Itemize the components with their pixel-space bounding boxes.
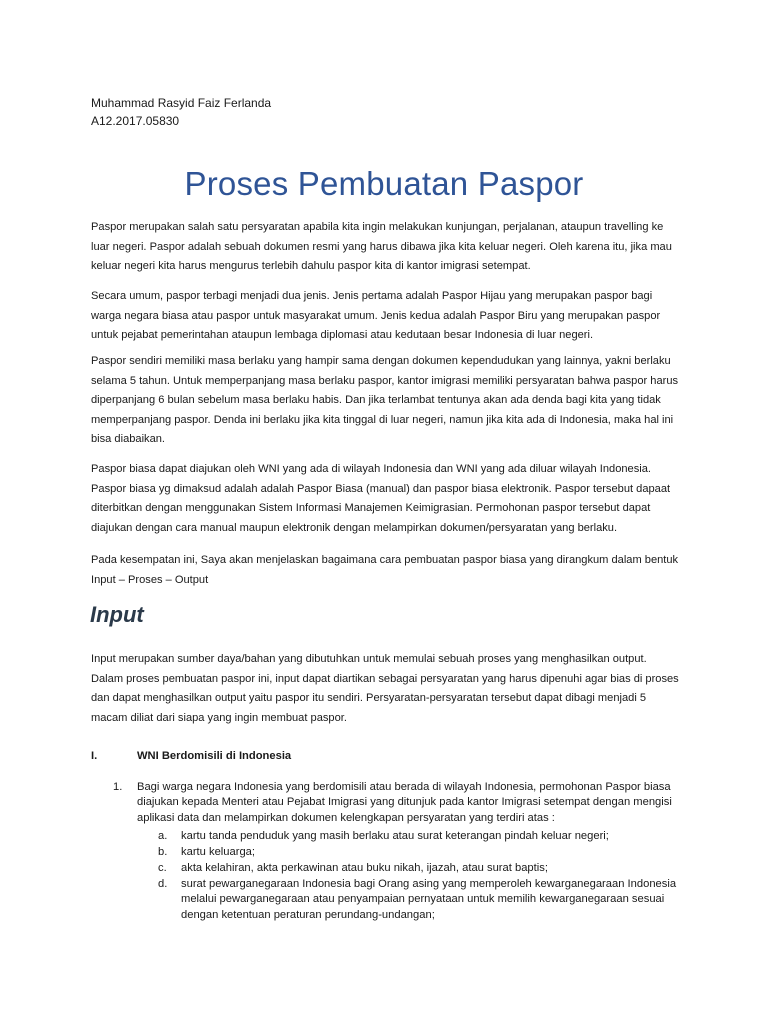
sub-item-letter: a. [158,830,168,842]
sub-item-letter: c. [158,862,167,874]
section-heading [91,750,291,762]
paragraph-validity: Paspor sendiri memiliki masa berlaku yang hampir sama dengan dokumen kependudukan yang lainnya, yakni berlaku selama 5 tahun. Untuk memperpanjang masa berlaku paspor, kantor imigrasi memiliki persyaratan bahwa paspor harus diperpanjang 6 bulan sebelum masa berlaku habis. Dan jika terlambat tentunya akan ada denda bagi kita yang tidak memperpanjang paspor. Denda ini berlaku jika kita tinggal di luar negeri, namun jika kita ada di Indonesia, maka hal ini bisa diabaikan. [91,355,679,445]
sub-item-text: kartu tanda penduduk yang masih berlaku atau surat keterangan pindah keluar negeri; [181,830,609,842]
document-title: Proses Pembuatan Paspor [184,165,584,202]
sub-item-text: kartu keluarga; [181,846,256,858]
paragraph-eligibility: Paspor biasa dapat diajukan oleh WNI yang ada di wilayah Indonesia dan WNI yang ada diluar wilayah Indonesia. Paspor biasa yg dimaksud adalah adalah Paspor Biasa (manual) dan paspor biasa elektronik. Paspor tersebut dapaat diterbitkan dengan menggunakan Sistem Informasi Manajemen Keimigrasian. Permohonan paspor tersebut dapat diajukan dengan cara manual maupun elektronik dengan melampirkan dokumen/persyaratan yang berlaku. [91,463,671,534]
paragraph-input: Input merupakan sumber daya/bahan yang dibutuhkan untuk memulai sebuah proses yang menghasilkan output. Dalam proses pembuatan paspor ini, input dapat diartikan sebagai persyaratan yang harus dipenuhi agar bias di proses dan dapat menghasilkan output yaitu paspor itu sendiri. Persyaratan-persyaratan tersebut dapat dibagi menjadi 5 macam diliat dari siapa yang ingin membuat paspor. [91,653,679,724]
input-heading: Input [90,602,144,627]
sub-item-text: akta kelahiran, akta perkawinan atau buku nikah, ijazah, atau surat baptis; [181,862,548,874]
list-item-text: Bagi warga negara Indonesia yang berdomisili atau berada di wilayah Indonesia, permohonan Paspor biasa diajukan kepada Menteri atau Pejabat Imigrasi yang ditunjuk pada kantor Imigrasi setempat dengan mengisi aplikasi data dan melampirkan dokumen kelengkapan persyaratan yang terdiri atas : [137,781,672,824]
sub-item-text: surat pewarganegaraan Indonesia bagi Orang asing yang memperoleh kewarganegaraan Indonesia melalui pewarganegaraan atau penyampaian pernyataan untuk memilih kewarganegaraan sesuai dengan ketentuan peraturan perundang-undangan; [181,878,677,921]
sub-item-letter: d. [158,878,168,890]
author-id: A12.2017.05830 [91,114,180,128]
paragraph-summary: Pada kesempatan ini, Saya akan menjelaskan bagaimana cara pembuatan paspor biasa yang dirangkum dalam bentuk Input – Proses – Output [91,554,679,586]
paragraph-types: Secara umum, paspor terbagi menjadi dua jenis. Jenis pertama adalah Paspor Hijau yang merupakan paspor bagi warga negara biasa atau paspor untuk masyarakat umum. Jenis kedua adalah Paspor Biru yang merupakan paspor untuk pejabat pemerintahan ataupun lembaga diplomasi atau kedutaan besar Indonesia di luar negeri. [91,290,661,341]
section-title: WNI Berdomisili di Indonesia [137,750,292,762]
list-item-number: 1. [113,781,123,793]
section-numeral: I. [91,750,98,762]
paragraph-intro: Paspor merupakan salah satu persyaratan apabila kita ingin melakukan kunjungan, perjalanan, ataupun travelling ke luar negeri. Paspor adalah sebuah dokumen resmi yang harus dibawa jika kita keluar negeri. Oleh karena itu, jika mau keluar negeri kita harus mengurus terlebih dahulu paspor kita di kantor imigrasi setempat. [91,221,672,272]
author-block [91,94,271,130]
author-name: Muhammad Rasyid Faiz Ferlanda [91,96,272,110]
sub-item-letter: b. [158,846,168,858]
